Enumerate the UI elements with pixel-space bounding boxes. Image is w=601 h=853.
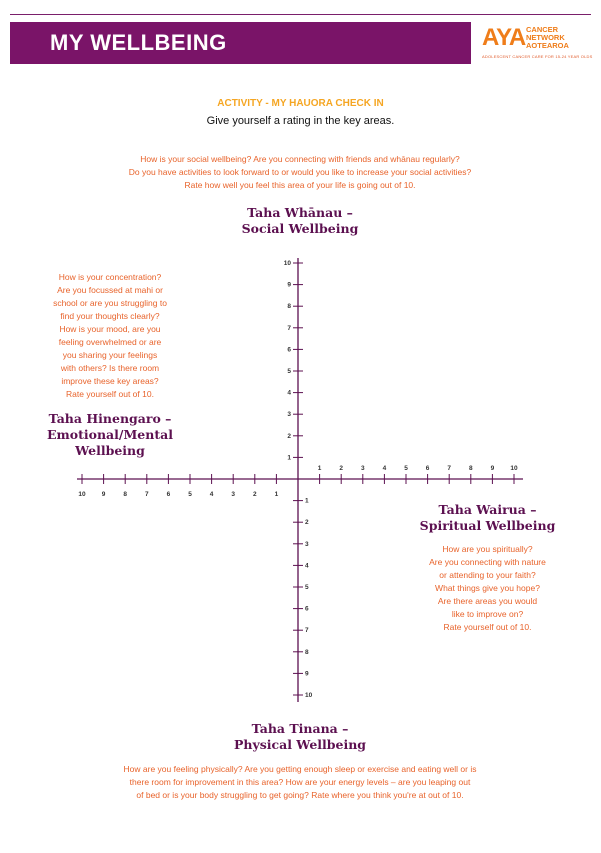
- logo-line-2: NETWORK: [526, 33, 565, 42]
- mental-q3: school or are you struggling to: [53, 298, 167, 308]
- mental-q2: Are you focussed at mahi or: [57, 285, 163, 295]
- activity-title: ACTIVITY - MY HAUORA CHECK IN: [217, 98, 384, 109]
- right-tick-label: 3: [360, 465, 365, 472]
- logo-mark: AYA: [482, 24, 526, 51]
- physical-heading-1: Taha Tinana –: [251, 721, 349, 736]
- activity-instruction: Give yourself a rating in the key areas.: [206, 115, 395, 127]
- down-tick-label: 4: [305, 562, 309, 570]
- up-tick-label: 1: [287, 454, 291, 462]
- left-tick-label: 5: [188, 491, 192, 498]
- physical-q1: How are you feeling physically? Are you getting enough sleep or exercise and eating well or is: [123, 764, 477, 774]
- mental-q9: improve these key areas?: [61, 376, 159, 386]
- right-tick-label: 6: [425, 465, 430, 472]
- left-tick-label: 6: [166, 491, 171, 498]
- mental-q4: find your thoughts clearly?: [60, 311, 160, 321]
- up-tick-label: 7: [287, 324, 291, 332]
- left-tick-label: 3: [231, 491, 236, 498]
- page-title: MY WELLBEING: [50, 30, 227, 55]
- down-tick-label: 2: [305, 519, 309, 527]
- social-heading-2: Social Wellbeing: [241, 221, 359, 236]
- up-tick-label: 10: [283, 260, 291, 267]
- right-tick-label: 2: [339, 465, 344, 472]
- right-tick-label: 7: [447, 465, 452, 472]
- mental-q1: How is your concentration?: [58, 272, 162, 282]
- left-tick-label: 10: [78, 491, 86, 498]
- spiritual-q5: Are there areas you would: [437, 596, 538, 606]
- up-tick-label: 2: [287, 432, 291, 440]
- left-tick-label: 2: [252, 491, 257, 498]
- left-tick-label: 1: [274, 491, 279, 498]
- physical-heading-2: Physical Wellbeing: [233, 737, 367, 752]
- down-tick-label: 8: [305, 648, 309, 656]
- up-tick-label: 5: [287, 368, 291, 375]
- social-q3: Rate how well you feel this area of your life is going out of 10.: [184, 180, 416, 190]
- physical-q3: of bed or is your body struggling to get going? Rate where you think you're at out of 10.: [136, 790, 464, 800]
- left-tick-label: 8: [123, 491, 128, 498]
- down-tick-label: 5: [305, 584, 309, 591]
- right-tick-label: 4: [382, 465, 387, 472]
- right-tick-label: 5: [404, 465, 408, 472]
- mental-heading-3: Wellbeing: [75, 443, 145, 458]
- mental-heading-2: Emotional/Mental: [47, 427, 173, 442]
- social-heading-1: Taha Whānau –: [247, 205, 353, 220]
- right-tick-label: 9: [490, 465, 495, 472]
- left-tick-label: 4: [209, 491, 214, 498]
- mental-q6: feeling overwhelmed or are: [58, 337, 162, 347]
- right-tick-label: 8: [468, 465, 473, 472]
- logo-tagline: ADOLESCENT CANCER CARE FOR 15-24 YEAR OLDS: [482, 54, 593, 59]
- up-tick-label: 9: [287, 281, 291, 289]
- mental-q10: Rate yourself out of 10.: [66, 389, 154, 399]
- spiritual-q4: What things give you hope?: [435, 583, 540, 593]
- down-tick-label: 10: [305, 692, 313, 699]
- spiritual-q6: like to improve on?: [451, 609, 524, 619]
- up-tick-label: 6: [287, 346, 291, 354]
- down-tick-label: 1: [305, 497, 309, 505]
- spiritual-heading-2: Spiritual Wellbeing: [419, 518, 556, 533]
- mental-q5: How is your mood, are you: [59, 324, 161, 334]
- up-tick-label: 4: [287, 389, 291, 397]
- logo-line-1: CANCER: [526, 25, 559, 34]
- mental-heading-1: Taha Hinengaro –: [48, 411, 172, 426]
- spiritual-heading-1: Taha Wairua –: [438, 502, 537, 517]
- mental-q8: with others? Is there room: [60, 363, 160, 373]
- logo-line-3: AOTEAROA: [526, 41, 569, 50]
- spiritual-q3: or attending to your faith?: [439, 570, 536, 580]
- mental-q7: you sharing your feelings: [62, 350, 158, 360]
- down-tick-label: 7: [305, 627, 309, 635]
- left-tick-label: 7: [144, 491, 149, 498]
- down-tick-label: 3: [305, 540, 309, 548]
- spiritual-q1: How are you spiritually?: [442, 544, 533, 554]
- physical-q2: there room for improvement in this area? How are your energy levels – are you leaping out: [129, 777, 471, 787]
- left-tick-label: 9: [101, 491, 106, 498]
- spiritual-q2: Are you connecting with nature: [429, 557, 546, 567]
- up-tick-label: 3: [287, 411, 291, 419]
- down-tick-label: 9: [305, 670, 309, 678]
- down-tick-label: 6: [305, 605, 309, 613]
- right-tick-label: 1: [317, 465, 322, 472]
- up-tick-label: 8: [287, 303, 291, 311]
- social-q1: How is your social wellbeing? Are you connecting with friends and whānau regularly?: [140, 154, 460, 164]
- right-tick-label: 10: [510, 465, 518, 472]
- social-q2: Do you have activities to look forward to or would you like to increase your social activities?: [128, 167, 472, 177]
- spiritual-q7: Rate yourself out of 10.: [443, 622, 532, 632]
